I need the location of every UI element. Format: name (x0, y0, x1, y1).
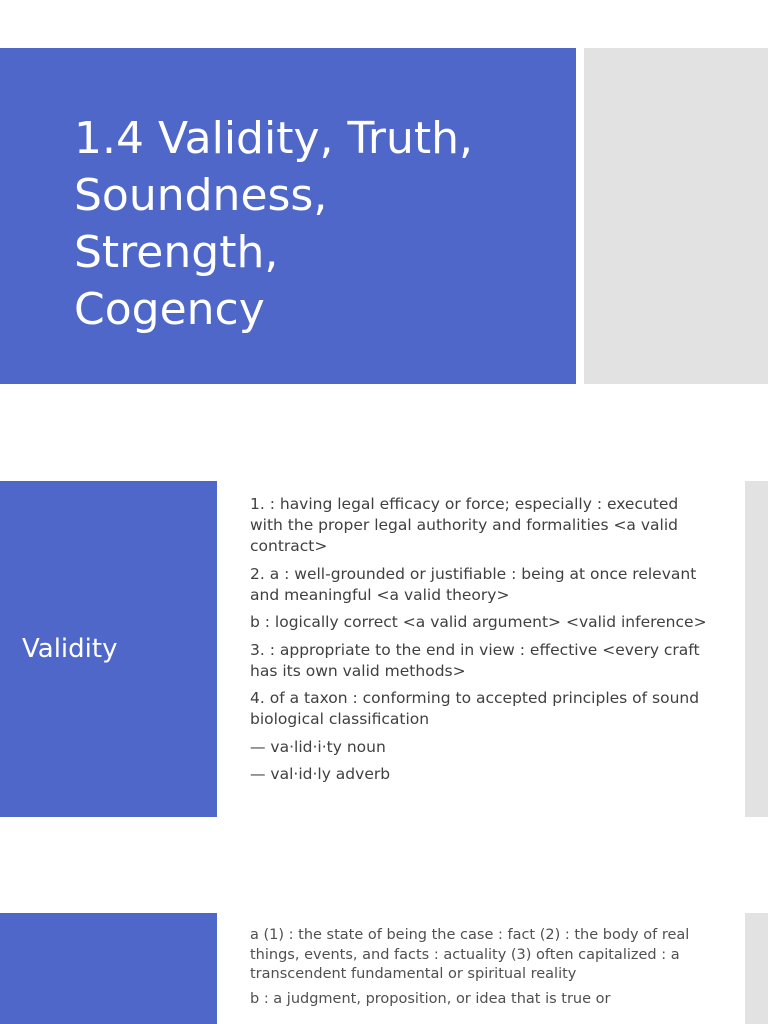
definition-item: 4. of a taxon : conforming to accepted principles of sound biological classification (250, 689, 700, 728)
definition-item: a (1) : the state of being the case : fact (2) : the body of real things, events, and facts : actuality (3) often capitalized : a transcendent fundamental or spiritual reality (250, 927, 690, 982)
definition-item: 3. : appropriate to the end in view : effective <every craft has its own valid methods> (250, 640, 700, 680)
definition-item: b : logically correct <a valid argument> <valid inference> (250, 613, 707, 631)
slide-title: 1.4 Validity, Truth, Soundness, Strength, Cogency (74, 113, 473, 335)
truth-definitions (250, 926, 710, 1014)
definition-item: b : a judgment, proposition, or idea that is true or (250, 990, 611, 1007)
definition-item: 1. : having legal efficacy or force; especially : executed with the proper legal authority and formalities <a valid contract> (250, 495, 679, 555)
definition-item: — val·id·ly adverb (250, 765, 391, 783)
title-side-panel (584, 48, 768, 384)
truth-side-bar (745, 913, 768, 1024)
definition-item: 2. a : well-grounded or justifiable : being at once relevant and meaningful <a valid theory> (250, 564, 697, 604)
definition-item: — va·lid·i·ty noun (250, 737, 386, 756)
term-label-validity: Validity (22, 634, 118, 664)
title-panel (0, 48, 576, 384)
truth-term-panel (0, 913, 217, 1024)
validity-side-bar (745, 481, 768, 817)
validity-definitions (250, 494, 710, 792)
validity-term-panel (0, 481, 217, 817)
